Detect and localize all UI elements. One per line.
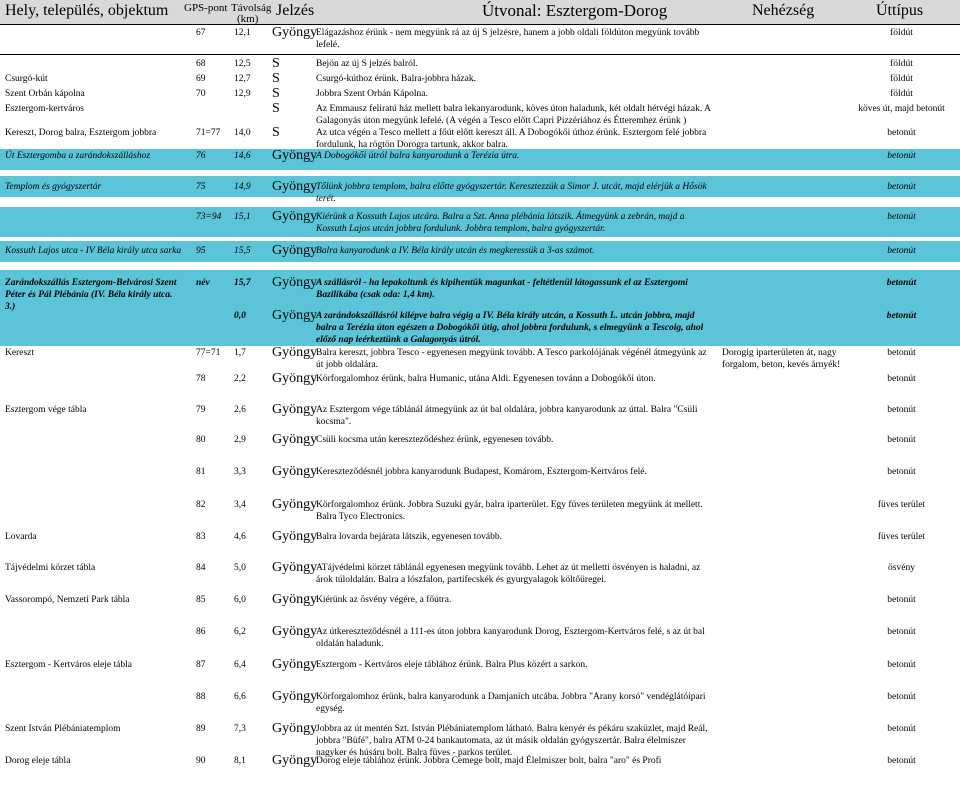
header-route: Útvonal: Esztergom-Dorog [482,1,668,20]
cell-gps: 82 [196,500,206,510]
cell-route: Csüli kocsma után kereszteződéshez érünk, egyenesen tovább. [316,435,554,445]
cell-dist: 7,3 [234,724,246,734]
cell-mark: Gyöngy [272,560,318,575]
cell-route: Dorog eleje táblához érünk. Jobbra Cemege bolt, majd Élelmiszer bolt, balra "aro" és Profi [316,756,662,766]
cell-dist: 1,7 [234,348,246,358]
cell-route: Az útkereszteződésnél a 111-es úton jobbra kanyarodunk Dorog, Esztergom-Kertváros felé, s az út bal oldalán haladunk. [316,627,705,649]
cell-surf: füves terület [877,532,926,542]
cell-gps: 95 [196,246,206,256]
cell-dist: 5,0 [234,563,246,573]
cell-surf: köves út, majd betonút [858,104,945,114]
cell-gps: 73=94 [196,212,222,222]
cell-route: Kiérünk a Kossuth Lajos utcára. Balra a Szt. Anna plébánia látszik. Átmegyünk a zebrán, majd a Kossuth Lajos utcán jobbra fordulunk. Jobbra templom, balra gyógyszertár. [316,212,685,234]
header-distance-unit: (km) [237,13,259,25]
cell-gps: 90 [196,756,206,766]
cell-dist: 6,4 [234,660,246,670]
cell-loc: Zarándokszállás Esztergom-Belvárosi Szent Péter és Pál Plébánia (IV. Béla király utca. 3.) [5,278,177,312]
cell-route: A Dobogókői útról balra kanyarodunk a Terézia útra. [316,151,520,161]
cell-mark: Gyöngy [272,243,318,258]
cell-mark: S [272,56,280,71]
cell-surf: betonút [887,756,916,766]
cell-gps: 85 [196,595,206,605]
cell-surf: földút [890,59,913,69]
cell-dist: 12,1 [234,28,251,38]
cell-route: A szállásról - ha lepakoltunk és kipihentük magunkat - feltétlenül látogassunk el az Esztergomi Bazilikába (csak oda: 1,4 km). [316,278,688,300]
cell-mark: Gyöngy [272,25,318,40]
cell-gps: 75 [196,182,206,192]
cell-gps: 84 [196,563,206,573]
cell-mark: Gyöngy [272,275,318,290]
cell-dist: 15,5 [234,246,251,256]
cell-route: Balra kereszt, jobbra Tesco - egyenesen megyünk tovább. A Tesco parkolójának végénél átmegyünk az út jobb oldalára. [316,348,707,370]
cell-route: Jobbra Szent Orbán Kápolna. [316,89,428,99]
cell-loc: Esztergom-kertváros [5,104,84,114]
cell-route: A zarándokszállásról kilépve balra végig a IV. Béla király utcán, a Kossuth L. utcán jobbra, majd balra a Terézia úton egészen a Dobogókői útig, ahol jobbra fordulunk, s elmegyünk a Tescoig, ahol előző nap leérkeztünk a Galagonyás útról. [316,311,704,345]
cell-loc: Esztergom vége tábla [5,405,87,415]
cell-surf: betonút [887,405,916,415]
cell-surf: betonút [887,182,916,192]
cell-surf: betonút [887,212,916,222]
cell-loc: Kossuth Lajos utca - IV Béla király utca sarka [5,246,182,256]
cell-dist: 15,7 [234,278,251,288]
cell-route: Az utca végén a Tesco mellett a főút előtt kereszt áll. A Dobogókői úthoz érünk. Esztergom felé jobbra fordulunk, ha rögtön Dorogra tartunk, akkor balra. [316,128,707,150]
cell-route: Körforgalomhoz érünk. Jobbra Suzuki gyár, balra iparterület. Egy füves területen megyünk át mellett. Balra Tyco Electronics. [316,500,703,522]
cell-route: Balra lovarda bejárata látszik, egyenesen tovább. [316,532,502,542]
cell-surf: ösvény [888,563,915,573]
cell-dist: 6,0 [234,595,246,605]
cell-surf: betonút [887,435,916,445]
cell-surf: betonút [887,660,916,670]
cell-surf: földút [890,28,913,38]
cell-gps: 80 [196,435,206,445]
cell-surf: betonút [887,595,916,605]
cell-dist: 12,9 [234,89,251,99]
cell-gps: 87 [196,660,206,670]
cell-route: Elágazáshoz érünk - nem megyünk rá az új S jelzésre, hanem a jobb oldali földúton megyünk tovább lefelé. [316,28,700,50]
cell-loc: Kereszt [5,348,35,358]
cell-surf: betonút [887,724,916,734]
cell-dist: 2,2 [234,374,246,384]
cell-surf: földút [890,89,913,99]
cell-dist: 12,5 [234,59,251,69]
cell-diff: Dorogig iparterületen át, nagy forgalom, beton, kevés árnyék! [722,348,841,370]
cell-route: Kereszteződésnél jobbra kanyarodunk Budapest, Komárom, Esztergom-Kertváros felé. [316,467,647,477]
cell-mark: Gyöngy [272,179,318,194]
cell-route: Tőlünk jobbra templom, balra előtte gyógyszertár. Keresztezzük a Simor J. utcát, majd elérjük a Hősök terét. [316,182,707,204]
cell-loc: Templom és gyógyszertár [5,182,102,192]
cell-surf: betonút [886,278,917,288]
cell-mark: Gyöngy [272,464,318,479]
cell-gps: név [196,278,210,288]
cell-surf: betonút [886,311,917,321]
cell-gps: 79 [196,405,206,415]
header-surface: Úttípus [876,2,924,19]
cell-dist: 3,4 [234,500,246,510]
cell-loc: Kereszt, Dorog balra, Esztergom jobbra [5,128,157,138]
cell-mark: Gyöngy [272,753,318,768]
cell-mark: Gyöngy [272,624,318,639]
cell-gps: 67 [196,28,206,38]
cell-surf: betonút [887,692,916,702]
cell-route: Az Emmausz feliratú ház mellett balra lekanyarodunk, köves úton haladunk, két oldalt hétvégi házak. A Galagonyás úton megyünk lefelé. (A végén a Tesco előtt Capri Pizzériához és Étteremhez érünk ) [316,104,711,126]
cell-gps: 68 [196,59,206,69]
header-difficulty: Nehézség [752,2,815,19]
cell-surf: füves terület [877,500,926,510]
cell-surf: betonút [887,374,916,384]
cell-route: Balra kanyarodunk a IV. Béla király utcán és megkeressük a 3-as számot. [316,246,595,256]
cell-mark: Gyöngy [272,371,318,386]
cell-mark: Gyöngy [272,497,318,512]
cell-dist: 12,7 [234,74,251,84]
cell-gps: 69 [196,74,206,84]
cell-gps: 76 [196,151,206,161]
cell-dist: 3,3 [234,467,246,477]
row-divider [0,54,960,55]
cell-gps: 83 [196,532,206,542]
cell-loc: Csurgó-kút [5,74,48,84]
cell-dist: 14,6 [234,151,251,161]
cell-surf: betonút [887,467,916,477]
cell-loc: Dorog eleje tábla [5,756,71,766]
cell-route: Jobbra az út mentén Szt. István Plébániatemplom látható. Balra kenyér és pékáru szaküzlet, majd Reál, jobbra "Büfé", balra ATM 0-24 bankautomata, az út másik oldalán gyógyszertár. Balra élelmiszer nagyker és húsáru bolt. Balra füves - parkos terület. [316,724,708,758]
cell-mark: Gyöngy [272,529,318,544]
cell-loc: Vassorompó, Nemzeti Park tábla [5,595,130,605]
cell-surf: földút [890,74,913,84]
header-location: Hely, település, objektum [5,2,169,19]
cell-route: Csurgó-kúthoz érünk. Balra-jobbra házak. [316,74,476,84]
cell-mark: Gyöngy [272,148,318,163]
cell-mark: Gyöngy [272,689,318,704]
cell-loc: Esztergom - Kertváros eleje tábla [5,660,132,670]
header-distance: Távolság [231,2,272,14]
cell-mark: Gyöngy [272,432,318,447]
cell-surf: betonút [887,151,916,161]
cell-mark: S [272,71,280,86]
cell-dist: 8,1 [234,756,246,766]
cell-mark: S [272,101,280,116]
cell-loc: Szent István Plébániatemplom [5,724,121,734]
cell-gps: 86 [196,627,206,637]
table-header [0,0,960,25]
cell-dist: 15,1 [234,212,251,222]
header-marking: Jelzés [276,2,315,19]
cell-gps: 78 [196,374,206,384]
cell-mark: Gyöngy [272,209,318,224]
cell-gps: 70 [196,89,206,99]
cell-dist: 2,9 [234,435,246,445]
cell-route: Esztergom - Kertváros eleje táblához érünk. Balra Plus közért a sarkon. [316,660,588,670]
cell-dist: 14,9 [234,182,251,192]
cell-dist: 6,6 [234,692,246,702]
cell-dist: 2,6 [234,405,246,415]
cell-mark: Gyöngy [272,657,318,672]
cell-gps: 77=71 [196,348,221,358]
cell-route: ATájvédelmi körzet táblánál egyenesen megyünk tovább. Lehet az út melletti ösvényen is haladni, az árok túloldalán. Balra a lószfalon, partifecskék és gyurgyalagok költőüregei. [316,563,701,585]
cell-route: Kiérünk az ösvény végére, a főútra. [316,595,452,605]
cell-gps: 88 [196,692,206,702]
cell-dist: 6,2 [234,627,246,637]
cell-mark: S [272,125,280,140]
cell-mark: Gyöngy [272,402,318,417]
cell-surf: betonút [887,246,916,256]
cell-loc: Út Esztergomba a zarándokszálláshoz [5,151,151,161]
cell-route: Az Esztergom vége táblánál átmegyünk az út bal oldalára, jobbra kanyarodunk az úttal. Balra "Csüli kocsma". [316,405,698,427]
cell-gps: 81 [196,467,206,477]
cell-loc: Tájvédelmi körzet tábla [5,563,96,573]
header-gps: GPS-pont [184,2,228,14]
cell-mark: Gyöngy [272,345,318,360]
cell-surf: betonút [887,348,916,358]
cell-dist: 14,0 [234,128,251,138]
cell-gps: 89 [196,724,206,734]
cell-route: Bejön az új S jelzés balról. [316,59,418,69]
cell-surf: betonút [887,128,916,138]
cell-mark: Gyöngy [272,721,318,736]
cell-mark: S [272,86,280,101]
cell-loc: Lovarda [5,532,37,542]
cell-gps: 71=77 [196,128,221,138]
cell-surf: betonút [887,627,916,637]
cell-mark: Gyöngy [272,308,318,323]
cell-dist: 0,0 [234,311,246,321]
cell-route: Körforgalomhoz érünk, balra Humanic, utána Aldi. Egyenesen továnn a Dobogókői úton. [316,374,656,384]
cell-loc: Szent Orbán kápolna [5,89,85,99]
cell-mark: Gyöngy [272,592,318,607]
cell-route: Körforgalomhoz érünk, balra kanyarodunk a Damjanich utcába. Jobbra "Arany korsó" vendéglátóipari egység. [316,692,706,714]
cell-dist: 4,6 [234,532,246,542]
